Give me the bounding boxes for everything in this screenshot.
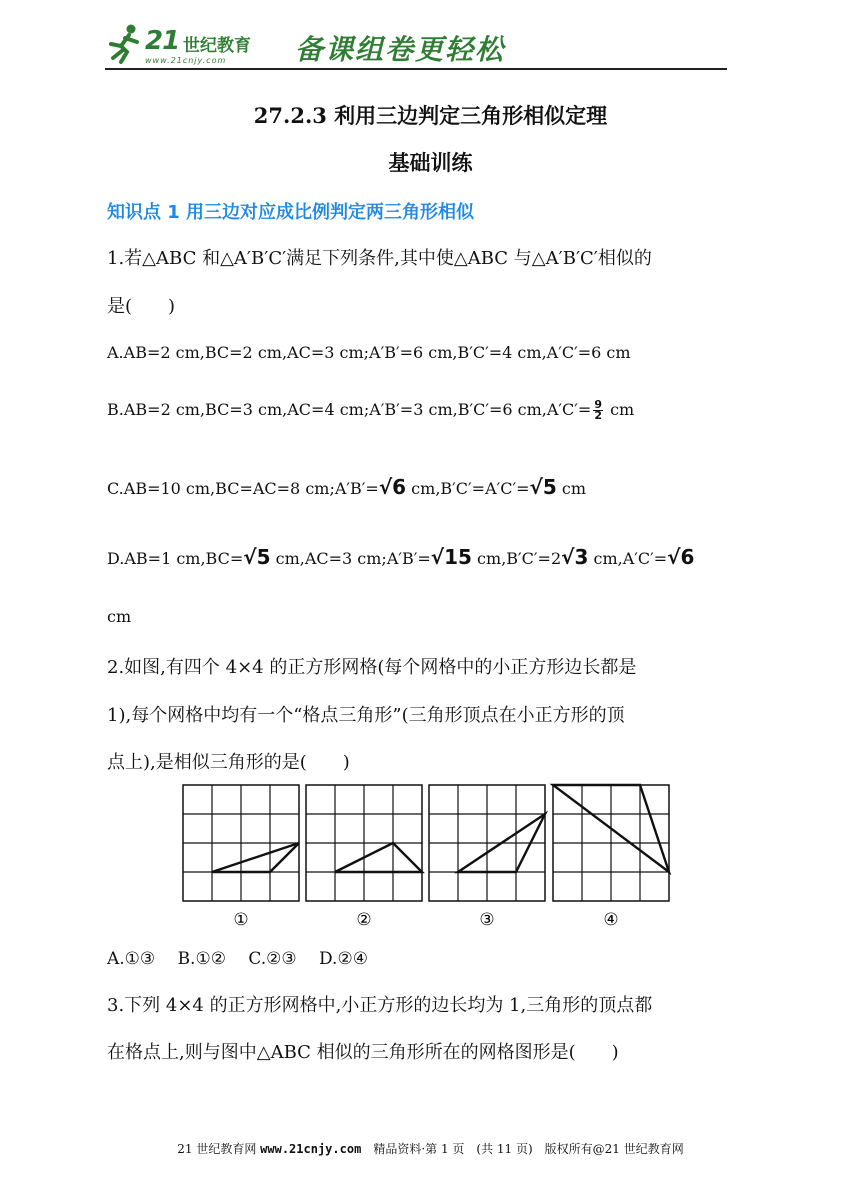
header-slogan: 备课组卷更轻松 [295, 33, 506, 66]
q2-options: A.①③ B.①② C.②③ D.②④ [107, 949, 368, 969]
header-divider [105, 68, 727, 70]
q1-option-a: A.AB=2 cm,BC=2 cm,AC=3 cm;A′B′=6 cm,B′C′=4 cm,A′C′=6 cm [107, 343, 631, 362]
grid-label: ③ [479, 910, 495, 930]
q1-option-b: B.AB=2 cm,BC=3 cm,AC=4 cm;A′B′=3 cm,B′C′=6 cm,A′C′= $\frac{9}{2}$ cm [107, 398, 635, 422]
q2-stem-line3: 点上),是相似三角形的是( ) [107, 752, 350, 773]
grid-2 [306, 785, 422, 930]
footer-url[interactable]: www.21cnjy.com [260, 1142, 362, 1156]
runner-logo-icon [105, 22, 145, 66]
grid-3 [429, 785, 545, 930]
grid-triangle [212, 843, 299, 872]
logo-url[interactable]: www.21cnjy.com [145, 56, 227, 65]
q3-stem-line2: 在格点上,则与图中△ABC 相似的三角形所在的网格图形是( ) [107, 1042, 619, 1063]
logo-text: 世纪教育 [183, 36, 251, 56]
sqrt-5: √5 [529, 475, 557, 499]
q1-stem-line2: 是( ) [107, 296, 176, 317]
q1-option-d: D.AB=1 cm,BC=√5 cm,AC=3 cm;A′B′=√15 cm,B′C′=2√3 cm,A′C′=√6 [107, 545, 695, 569]
grid-1 [183, 785, 299, 930]
page-subtitle: 基础训练 [388, 150, 473, 175]
grid-label: ④ [603, 910, 619, 930]
q2-stem-line1: 2.如图,有四个 4×4 的正方形网格(每个网格中的小正方形边长都是 [107, 657, 637, 678]
grid-label: ① [233, 910, 249, 930]
page-footer: 21 世纪教育网 www.21cnjy.com 精品资料·第 1 页 (共 11 页) 版权所有@21 世纪教育网 [177, 1142, 684, 1156]
header-banner [105, 22, 727, 70]
logo-number: 21 [145, 26, 180, 56]
grid-label: ② [356, 910, 372, 930]
q1-option-d-unit: cm [107, 607, 132, 626]
grid-triangle [335, 843, 422, 872]
q1-stem-line1: 1.若△ABC 和△A′B′C′满足下列条件,其中使△ABC 与△A′B′C′相似的 [107, 248, 652, 269]
fraction: $\frac{9}{2}$ [594, 398, 602, 422]
grid-4 [553, 785, 669, 930]
section-heading: 知识点 1 用三边对应成比例判定两三角形相似 [107, 202, 475, 223]
page-title: 27.2.3 利用三边判定三角形相似定理 [253, 103, 608, 128]
q2-grids-figure [178, 783, 678, 933]
q2-stem-line2: 1),每个网格中均有一个“格点三角形”(三角形顶点在小正方形的顶 [107, 705, 625, 726]
q1-option-c: C.AB=10 cm,BC=AC=8 cm;A′B′=√6 cm,B′C′=A′C′=√5 cm [107, 475, 587, 499]
sqrt-6: √6 [378, 475, 407, 499]
q3-stem-line1: 3.下列 4×4 的正方形网格中,小正方形的边长均为 1,三角形的顶点都 [107, 995, 653, 1016]
